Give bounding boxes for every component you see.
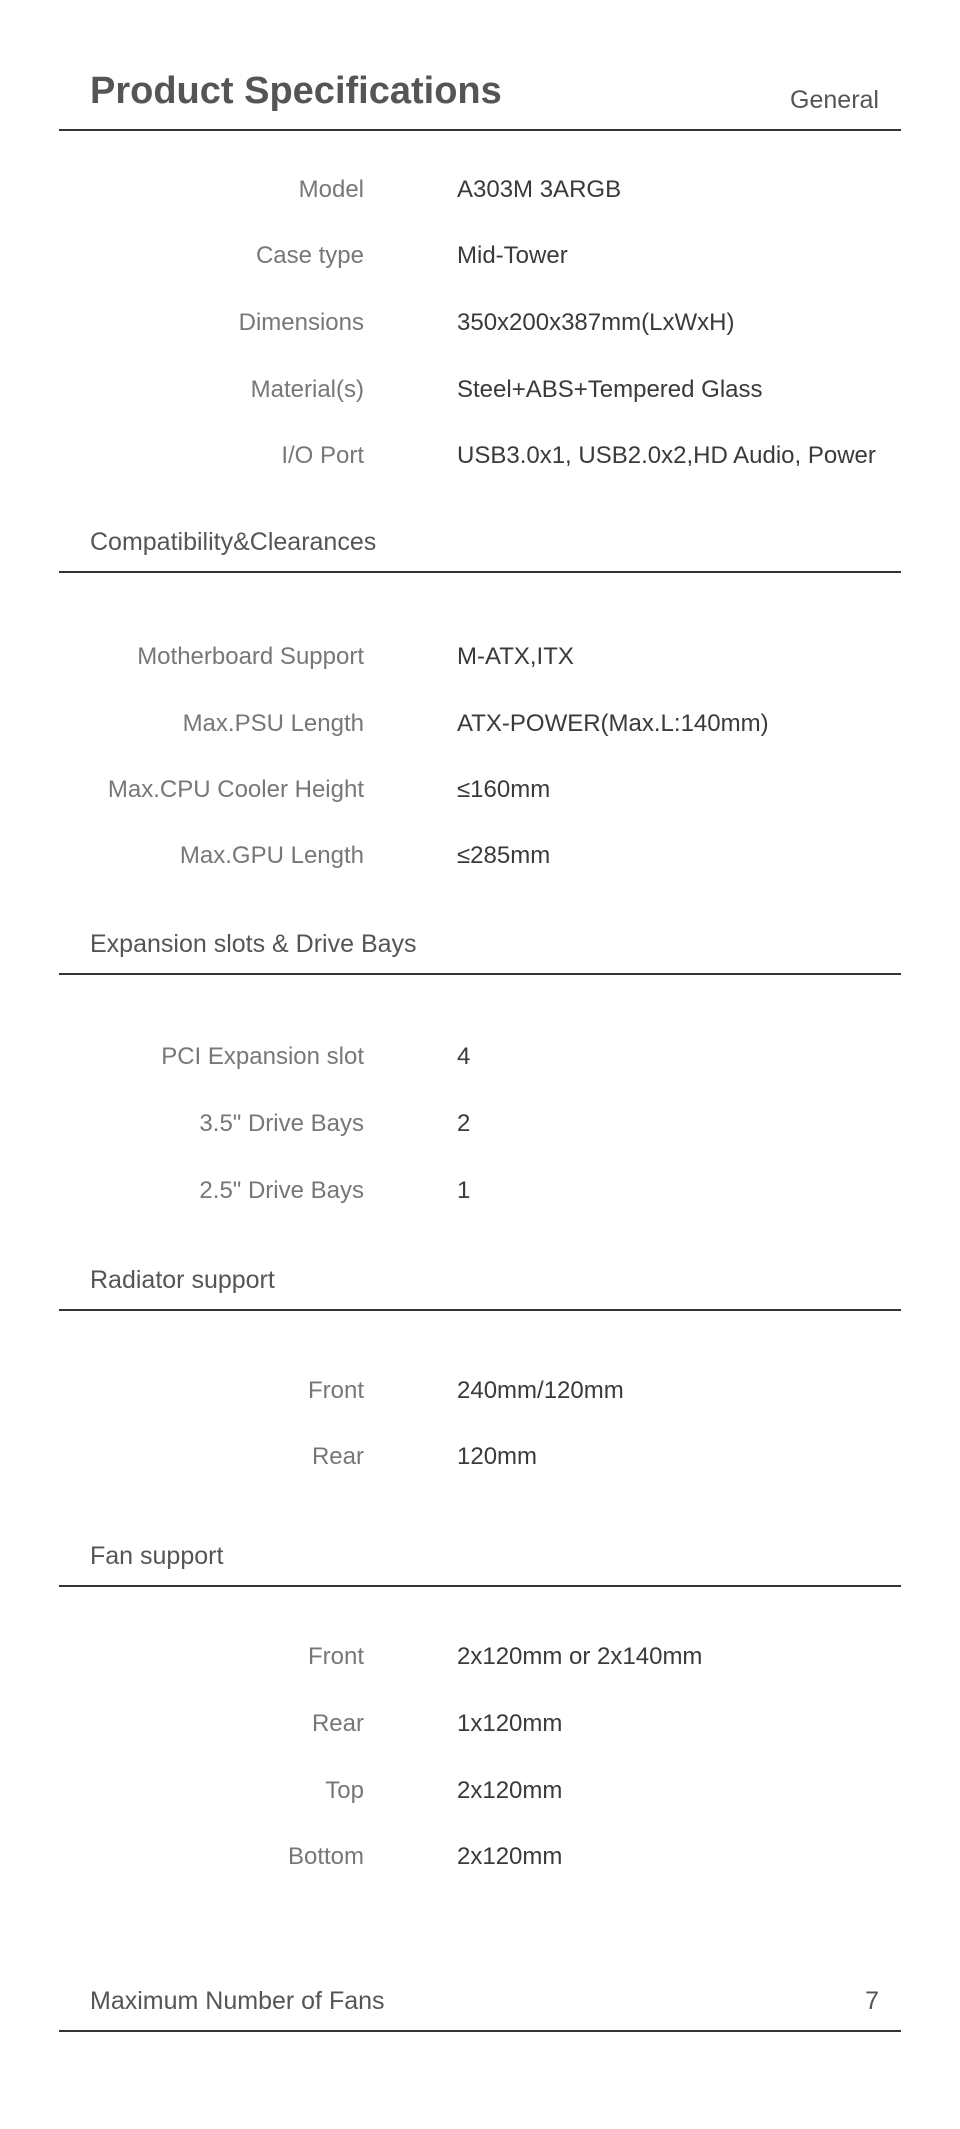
spec-label: Max.CPU Cooler Height: [107, 776, 364, 803]
divider: [59, 571, 901, 573]
divider: [59, 1309, 901, 1311]
spec-label: Max.GPU Length: [179, 842, 364, 869]
spec-value: 2: [457, 1110, 471, 1137]
spec-value: 1: [457, 1177, 471, 1204]
spec-value: M-ATX,ITX: [457, 643, 574, 670]
spec-label: Max.PSU Length: [182, 710, 364, 737]
max-fans-label: Maximum Number of Fans: [90, 1987, 385, 2015]
spec-value: 2x120mm: [457, 1843, 563, 1870]
spec-value: 350x200x387mm(LxWxH): [457, 309, 735, 336]
spec-value: A303M 3ARGB: [457, 176, 622, 203]
spec-value: ≤285mm: [457, 842, 551, 869]
spec-value: 2x120mm or 2x140mm: [457, 1643, 703, 1670]
spec-label: Material(s): [250, 376, 364, 403]
spec-label: Rear: [311, 1443, 364, 1470]
spec-value: ATX-POWER(Max.L:140mm): [457, 710, 769, 737]
spec-label: Model: [298, 176, 364, 203]
spec-value: Steel+ABS+Tempered Glass: [457, 376, 763, 403]
section-label-general: General: [790, 86, 879, 114]
spec-value: 1x120mm: [457, 1710, 563, 1737]
spec-label: Front: [307, 1377, 364, 1404]
spec-label: Bottom: [287, 1843, 364, 1870]
max-fans-value: 7: [865, 1987, 879, 2015]
spec-label: I/O Port: [281, 442, 364, 469]
spec-label: Rear: [311, 1710, 364, 1737]
section-heading-compatibility: Compatibility&Clearances: [90, 528, 377, 556]
spec-label: Case type: [255, 242, 364, 269]
spec-value: 4: [457, 1043, 471, 1070]
page-title: Product Specifications: [90, 70, 502, 112]
spec-value: USB3.0x1, USB2.0x2,HD Audio, Power: [457, 442, 876, 469]
divider: [59, 129, 901, 131]
spec-value: 120mm: [457, 1443, 538, 1470]
divider: [59, 2030, 901, 2032]
spec-label: Dimensions: [238, 309, 364, 336]
spec-value: 2x120mm: [457, 1777, 563, 1804]
spec-label: Motherboard Support: [137, 643, 364, 670]
spec-value: ≤160mm: [457, 776, 551, 803]
divider: [59, 973, 901, 975]
divider: [59, 1585, 901, 1587]
spec-label: 3.5" Drive Bays: [199, 1110, 364, 1137]
spec-label: PCI Expansion slot: [161, 1043, 364, 1070]
section-heading-radiator: Radiator support: [90, 1266, 275, 1294]
spec-label: Front: [307, 1643, 364, 1670]
spec-value: 240mm/120mm: [457, 1377, 624, 1404]
spec-value: Mid-Tower: [457, 242, 568, 269]
section-heading-expansion: Expansion slots & Drive Bays: [90, 930, 417, 958]
spec-label: 2.5" Drive Bays: [199, 1177, 364, 1204]
spec-label: Top: [325, 1777, 364, 1804]
section-heading-fans: Fan support: [90, 1542, 224, 1570]
